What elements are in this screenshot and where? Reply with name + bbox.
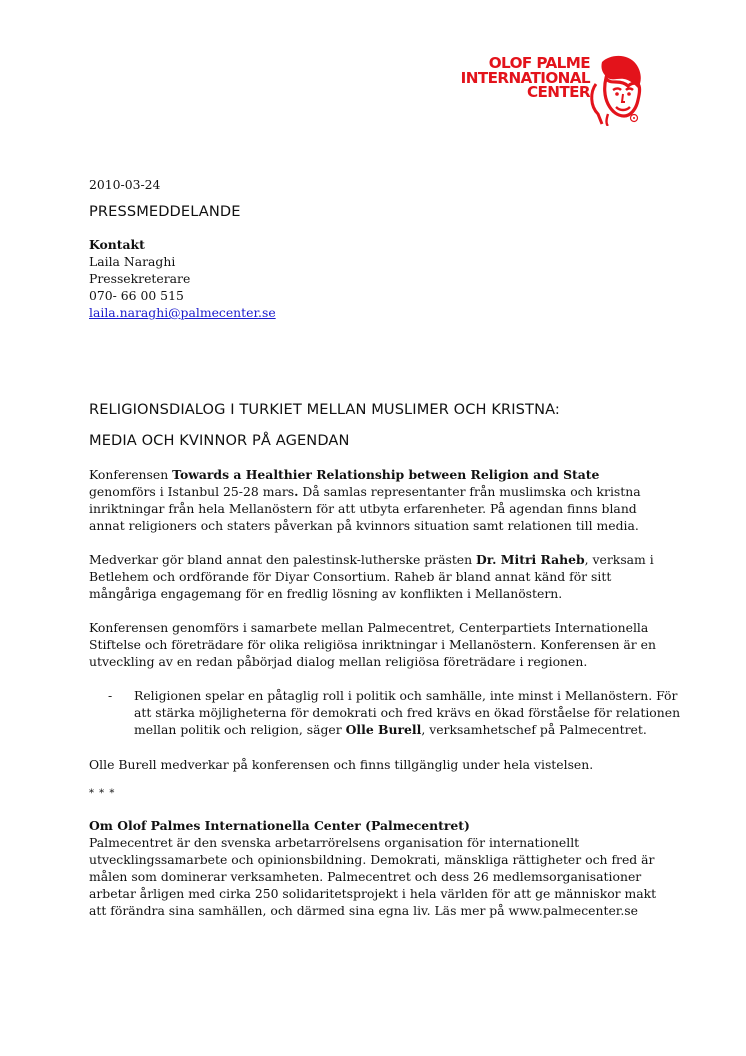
quote-rest: , verksamhetschef på Palmecentret. [421,722,647,737]
about-paragraph: Palmecentret är den svenska arbetarrörelsens organisation för internationellt utvecklingssamarbete och opinionsbildning. Demokrati, mänskliga rättigheter och fred är målen som dominerar verksamheten. Palmecentret och dess 26 medlemsorganisationer arbetar årligen med cirka 250 solidaritetsprojekt i hela världen för att ge människor makt att förändra sina samhällen, och därmed sina egna liv. Läs mer på www.palmecenter.se [89,835,657,918]
contact-heading: Kontakt [89,237,145,252]
paragraph-availability: Olle Burell medverkar på konferensen och finns tillgänglig under hela vistelsen. [89,757,594,772]
contact-block [89,236,276,321]
headline-line-2: MEDIA OCH KVINNOR PÅ AGENDAN [89,432,350,449]
paragraph-intro [89,466,669,534]
participant-name: Dr. Mitri Raheb [476,552,585,567]
olof-palme-center-logo [462,56,644,128]
logo-line-3: CENTER [526,83,590,101]
paragraph-participants [89,551,669,602]
contact-name: Laila Naraghi [89,254,176,269]
quote-body: Religionen spelar en påtaglig roll i politik och samhälle, inte minst i Mellanöstern. För att stärka möjligheterna för demokrati och fred krävs en ökad förståelse för relationen mellan politik och religion, säger [134,688,681,737]
quote-speaker: Olle Burell [345,722,422,737]
section-separator: * * * [89,788,116,799]
bullet-dash: - [108,688,113,703]
paragraph-cooperation: Konferensen genomförs i samarbete mellan Palmecentret, Centerpartiets Internationella Stiftelse och företrädare för olika religiösa inriktningar i Mellanöstern. Konferensen är en utveckling av en redan påbörjad dialog mellan religiösa företrädare i regionen. [89,620,656,669]
portrait-icon [586,54,644,126]
headline-line-1: RELIGIONSDIALOG I TURKIET MELLAN MUSLIMER OCH KRISTNA: [89,401,560,418]
contact-role: Pressekreterare [89,271,191,286]
paragraph-participants-rest: , verksam i Betlehem och ordförande för Diyar Consortium. Raheb är bland annat känd för sitt mångåriga engagemang för en fredlig lösning av konflikten i Mellanöstern. [89,552,654,601]
paragraph-intro-mid: genomförs i Istanbul 25-28 mars [89,484,295,499]
document-type-heading: PRESSMEDDELANDE [89,203,241,220]
paragraph-participants-text: Medverkar gör bland annat den palestinsk-lutherske prästen [89,552,477,567]
paragraph-intro-text: Konferensen [89,467,173,482]
paragraph-intro-dot: . [294,484,299,499]
contact-phone: 070- 66 00 515 [89,288,184,303]
logo-wordmark [461,56,590,100]
about-heading: Om Olof Palmes Internationella Center (Palmecentret) [89,818,470,833]
contact-email-link[interactable]: laila.naraghi@palmecenter.se [89,305,276,320]
logo-line-1: OLOF PALME [488,54,590,72]
conference-title: Towards a Healthier Relationship between Religion and State [172,467,600,482]
release-date: 2010-03-24 [89,177,161,192]
quote-text [134,687,684,738]
logo-line-2: INTERNATIONAL [460,68,590,87]
paragraph-intro-rest: Då samlas representanter från muslimska och kristna inriktningar från hela Mellanöstern för att utbyta erfarenheter. På agendan finns bland annat religioners och staters påverkan på kvinnors situation samt relationen till media. [89,484,641,533]
